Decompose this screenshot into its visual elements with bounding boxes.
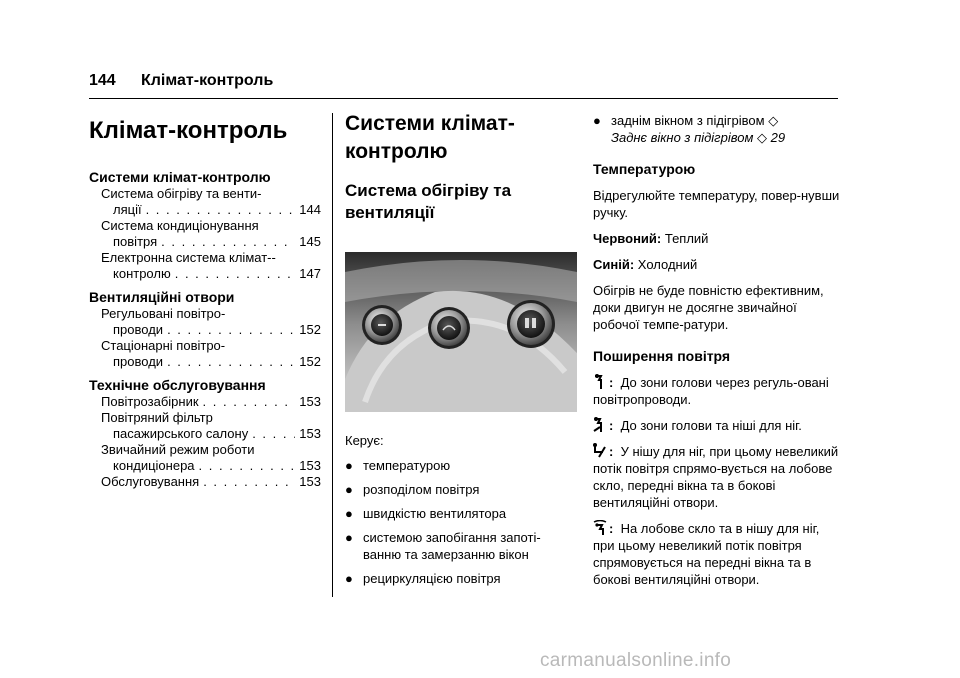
toc-entry-text: Повітряний фільтр xyxy=(101,410,213,425)
toc-entry[interactable] xyxy=(89,250,321,282)
list-item-rear-window: ● заднім вікном з підігрівом ◇ Заднє вікно з підігрівом ◇ 29 xyxy=(593,113,786,145)
subsection-title-line-2: вентиляції xyxy=(345,203,435,222)
toc-page-number: 153 xyxy=(299,474,321,489)
toc-group-climate xyxy=(89,168,321,282)
toc-page-number: 145 xyxy=(299,234,321,249)
temperature-knob xyxy=(507,300,555,348)
list-item-text: температурою xyxy=(363,458,451,473)
distribution-item-text: У нішу для ніг, при цьому невеликий потік повітря спрямо-вується на лобове скло, передні вікна та в бокові вентиляційні отвори. xyxy=(593,444,839,510)
floor-vent-icon xyxy=(593,443,607,459)
distribution-item-text: До зони голови та ніші для ніг. xyxy=(620,418,802,433)
rear-window-text: заднім вікном з підігрівом xyxy=(611,113,765,128)
distribution-item: : У нішу для ніг, при цьому невеликий потік повітря спрямо-вується на лобове скло, передні вікна та в бокові вентиляційні отвори. xyxy=(593,444,839,510)
list-item-text: швидкістю вентилятора xyxy=(363,506,507,521)
distribution-item: : До зони голови через регуль-овані повітропроводи. xyxy=(593,375,829,407)
controls-list xyxy=(345,457,577,587)
toc-page-number: 153 xyxy=(299,394,321,409)
page-number: 144 xyxy=(89,72,116,89)
section-title-line-2: контролю xyxy=(345,140,448,163)
toc-entry[interactable] xyxy=(89,306,321,338)
list-item-text: системою запобігання запоті-ванню та замерзанню вікон xyxy=(363,530,541,562)
toc-entry-text: Електронна система клімат-- xyxy=(101,250,276,265)
toc-entry[interactable] xyxy=(89,338,321,370)
subsection-title xyxy=(345,180,577,224)
toc-entry-text: ляції xyxy=(113,202,142,217)
column-1 xyxy=(89,108,321,490)
toc-entry-text: проводи xyxy=(113,354,164,369)
climate-control-panel-photo xyxy=(345,252,577,412)
toc-entry[interactable] xyxy=(89,442,321,474)
column-divider-1 xyxy=(332,113,333,597)
column-2 xyxy=(345,108,577,587)
toc xyxy=(89,168,321,490)
red-label: Червоний: xyxy=(593,231,662,246)
chapter-title: Клімат-контроль xyxy=(89,117,288,144)
distribution-item: : До зони голови та ніші для ніг. xyxy=(593,417,841,434)
toc-heading: Технічне обслуговування xyxy=(89,377,266,393)
air-distribution-knob xyxy=(428,307,470,349)
list-item-text: розподілом повітря xyxy=(363,482,480,497)
toc-entry[interactable] xyxy=(89,218,321,250)
floor-defrost-icon xyxy=(593,520,607,536)
toc-entry-text: контролю xyxy=(113,266,171,281)
distribution-item-text: До зони голови через регуль-овані повітропроводи. xyxy=(593,375,829,407)
toc-group-maintenance xyxy=(89,376,321,490)
air-distribution-heading: Поширення повітря xyxy=(593,348,731,364)
toc-page-number: 152 xyxy=(299,322,321,337)
list-item: ● температурою xyxy=(345,457,577,474)
toc-entry-text: Стаціонарні повітро- xyxy=(101,338,226,353)
warmup-text: Обігрів не буде повністю ефективним, доки двигун не досягне звичайної робочої темпе-ратури. xyxy=(593,283,824,332)
toc-entry-text: Система кондиціонування xyxy=(101,218,259,233)
toc-heading: Системи клімат-контролю xyxy=(89,169,271,185)
bilevel-vent-icon xyxy=(593,417,607,433)
temperature-heading: Температурою xyxy=(593,161,696,177)
subsection-title-line-1: Система обігріву та xyxy=(345,181,512,200)
toc-entry[interactable] xyxy=(89,186,321,218)
reference-arrow-icon: ◇ xyxy=(768,113,779,128)
toc-entry-text: повітря xyxy=(113,234,158,249)
rear-window-reference-text: Заднє вікно з підігрівом xyxy=(611,130,754,145)
rear-window-reference-page: 29 xyxy=(770,130,786,145)
rear-window-reference-link[interactable] xyxy=(611,130,785,145)
toc-page-number: 153 xyxy=(299,458,321,473)
toc-group-vents xyxy=(89,288,321,370)
toc-entry-text: проводи xyxy=(113,322,164,337)
toc-entry-text: Система обігріву та венти- xyxy=(101,186,262,201)
toc-entry-text: кондиціонера xyxy=(113,458,195,473)
toc-entry-text: Повітрозабірник xyxy=(101,394,199,409)
controls-label: Керує: xyxy=(345,433,384,448)
toc-entry[interactable] xyxy=(89,394,321,410)
list-item: ● розподілом повітря xyxy=(345,481,577,498)
temperature-text: Відрегулюйте температуру, повер-нувши ручку. xyxy=(593,188,840,220)
list-item: ● швидкістю вентилятора xyxy=(345,505,577,522)
reference-arrow-icon: ◇ xyxy=(756,130,767,145)
fan-speed-knob xyxy=(362,305,402,345)
blue-setting xyxy=(593,256,841,273)
toc-page-number: 152 xyxy=(299,354,321,369)
toc-heading: Вентиляційні отвори xyxy=(89,289,235,305)
face-vent-icon xyxy=(593,374,607,390)
toc-entry-text: Обслуговування xyxy=(101,474,200,489)
red-setting xyxy=(593,230,841,247)
list-item: ● рециркуляцією повітря xyxy=(345,570,577,587)
running-header-title: Клімат-контроль xyxy=(141,72,274,89)
section-title xyxy=(345,110,577,166)
blue-label: Синій: xyxy=(593,257,635,272)
header-rule xyxy=(89,98,838,99)
toc-page-number: 147 xyxy=(299,266,321,281)
toc-page-number: 144 xyxy=(299,202,321,217)
blue-value: Холодний xyxy=(637,257,698,272)
toc-entry[interactable] xyxy=(89,410,321,442)
toc-page-number: 153 xyxy=(299,426,321,441)
watermark: carmanualsonline.info xyxy=(540,650,732,671)
toc-entry-text: Звичайний режим роботи xyxy=(101,442,255,457)
red-value: Теплий xyxy=(664,231,709,246)
toc-entry[interactable] xyxy=(89,474,321,490)
section-title-line-1: Системи клімат- xyxy=(345,112,515,135)
list-item-text: рециркуляцією повітря xyxy=(363,571,501,586)
column-3 xyxy=(593,108,841,588)
distribution-item-text: На лобове скло та в нішу для ніг, при цьому невеликий потік повітря спрямовується на передні вікна та в бокові вентиляційні отвори. xyxy=(593,521,820,587)
toc-entry-text: Регульовані повітро- xyxy=(101,306,226,321)
toc-entry-text: пасажирського салону xyxy=(113,426,249,441)
list-item: ● системою запобігання запоті-ванню та замерзанню вікон xyxy=(345,529,577,563)
climate-control-panel-illustration xyxy=(345,252,577,412)
distribution-item: : На лобове скло та в нішу для ніг, при цьому невеликий потік повітря спрямовується на передні вікна та в бокові вентиляційні отвори. xyxy=(593,521,820,587)
